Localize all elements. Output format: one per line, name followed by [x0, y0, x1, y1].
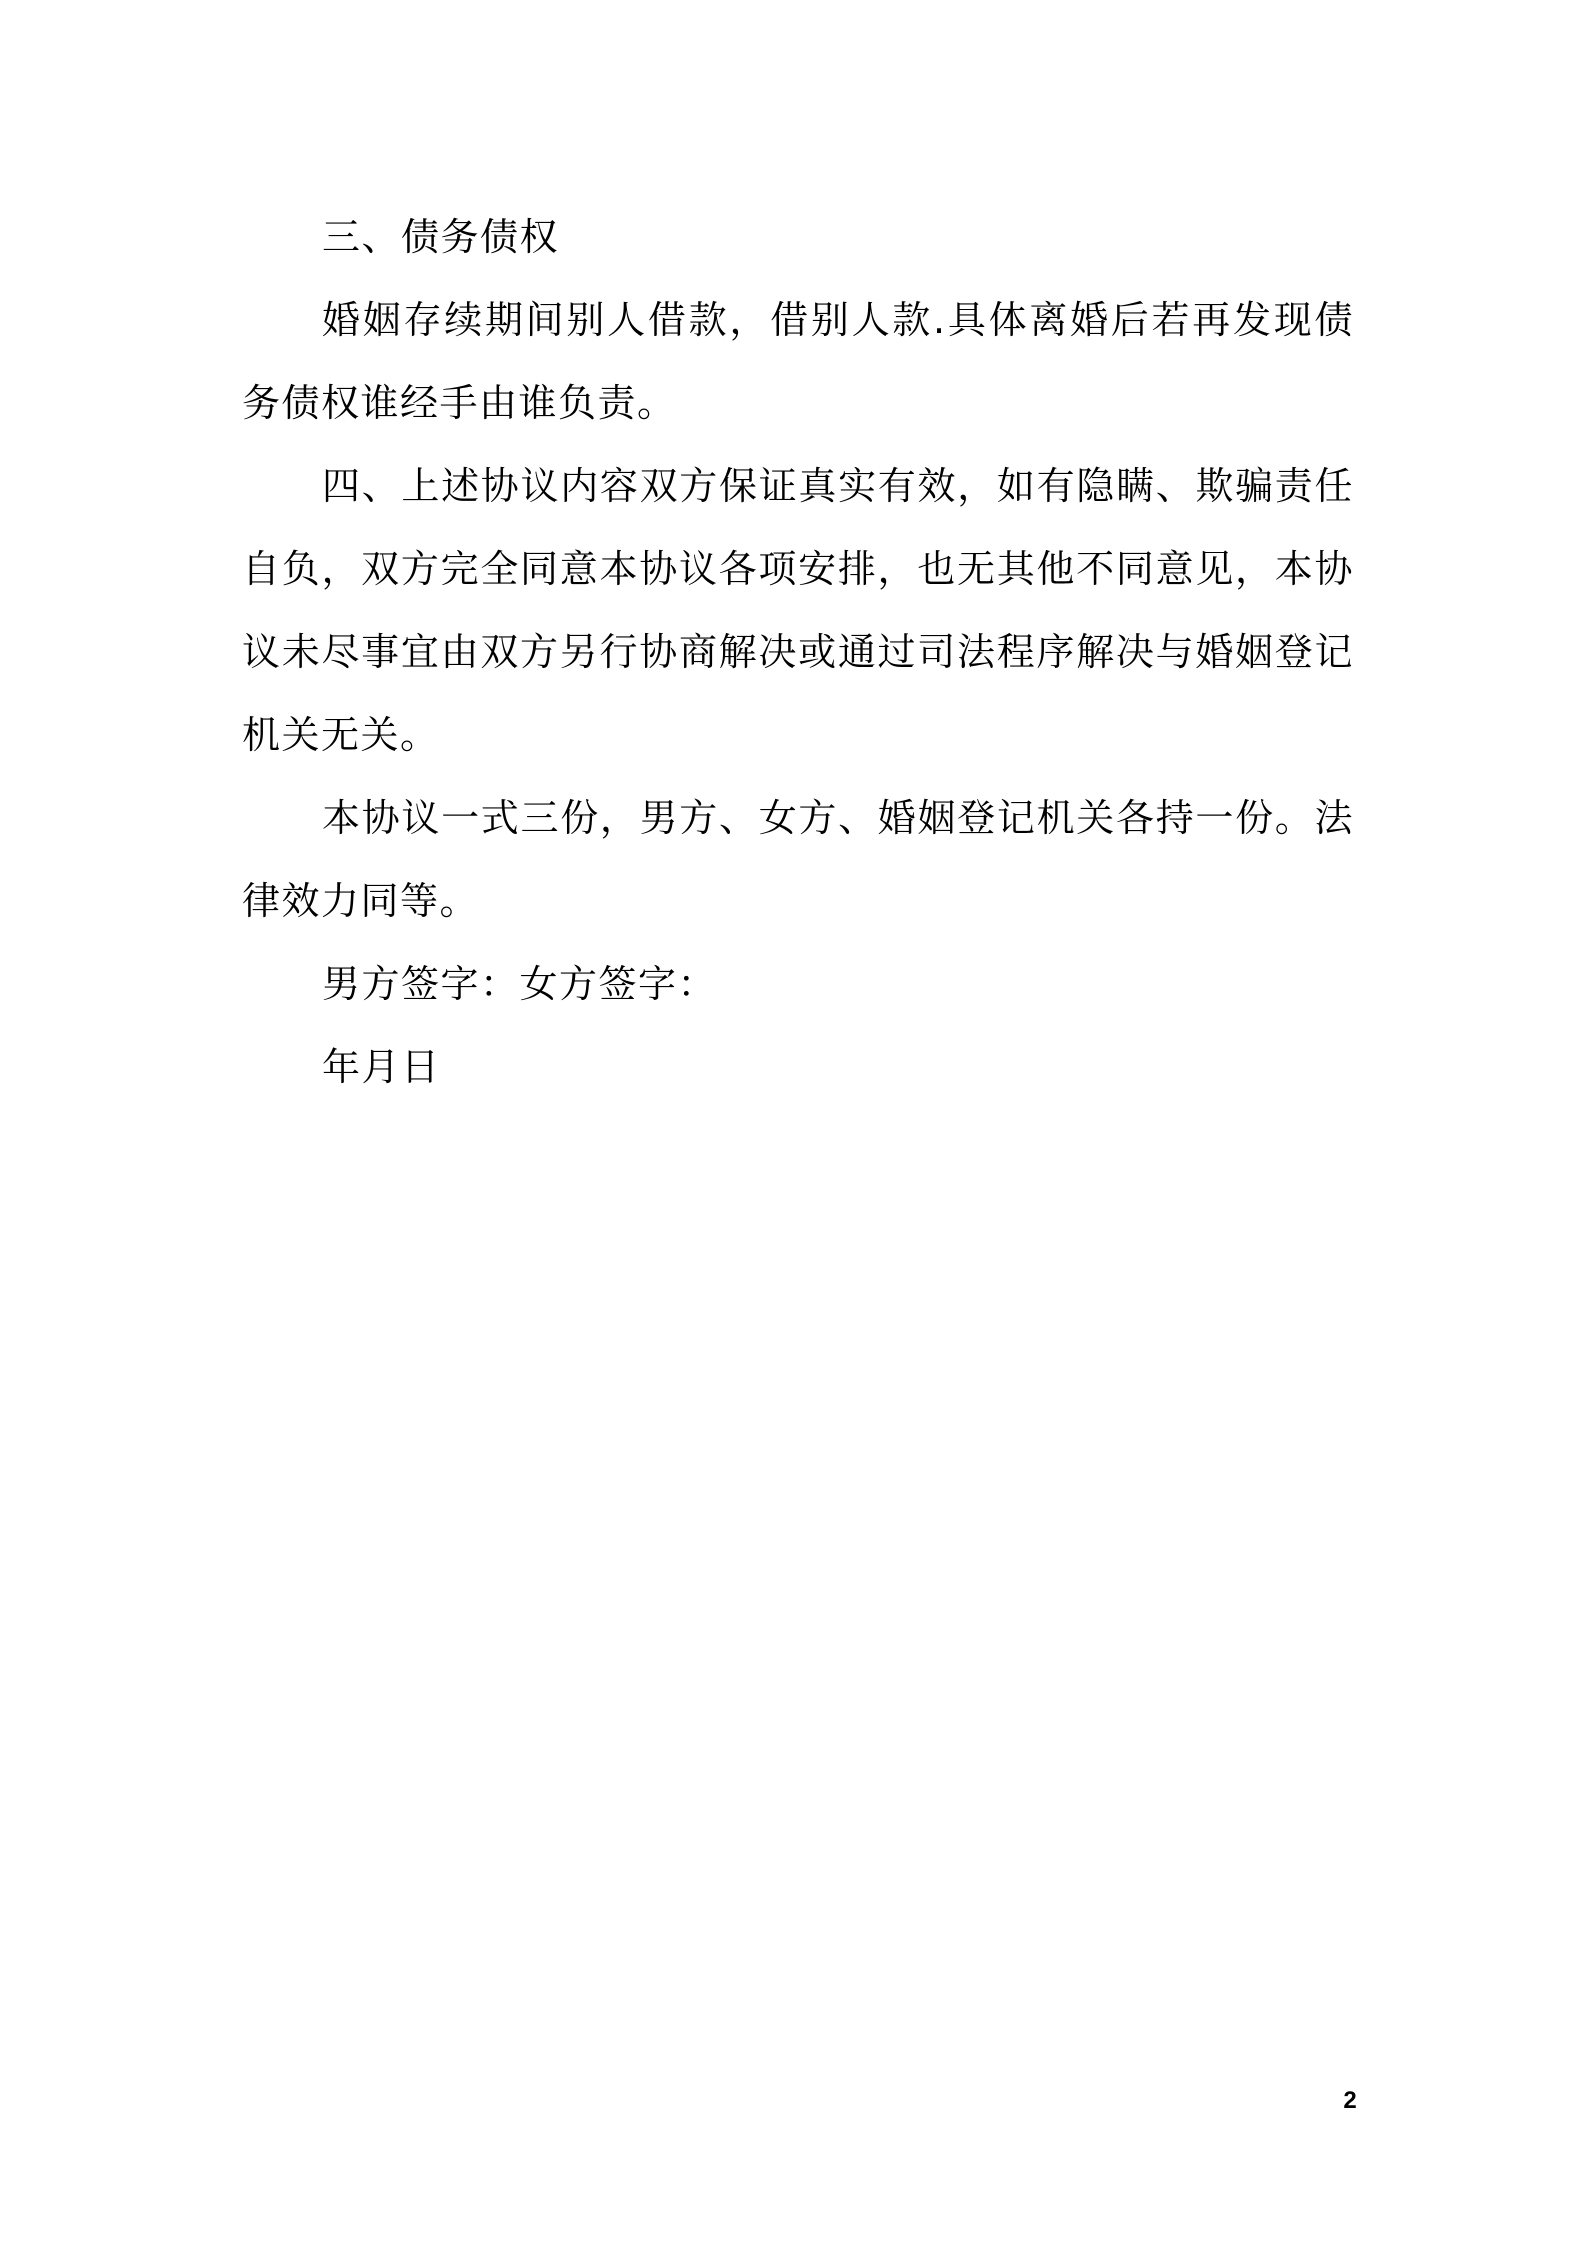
paragraph-copies: 本协议一式三份，男方、女方、婚姻登记机关各持一份。法律效力同等。	[242, 796, 1354, 923]
paragraph-agreement-validity: 四、上述协议内容双方保证真实有效，如有隐瞒、欺骗责任自负，双方完全同意本协议各项安排，也无其他不同意见，本协议未尽事宜由双方另行协商解决或通过司法程序解决与婚姻登记机关无关。	[242, 464, 1354, 757]
signature-line: 男方签字：女方签字：	[322, 962, 718, 1006]
paragraph-debts-detail: 婚姻存续期间别人借款，借别人款.具体离婚后若再发现债务债权谁经手由谁负责。	[242, 298, 1354, 425]
section-heading-debts: 三、债务债权	[322, 215, 560, 259]
date-line: 年月日	[322, 1045, 441, 1089]
page-number: 2	[1343, 2087, 1357, 2114]
document-body	[242, 196, 1354, 1109]
